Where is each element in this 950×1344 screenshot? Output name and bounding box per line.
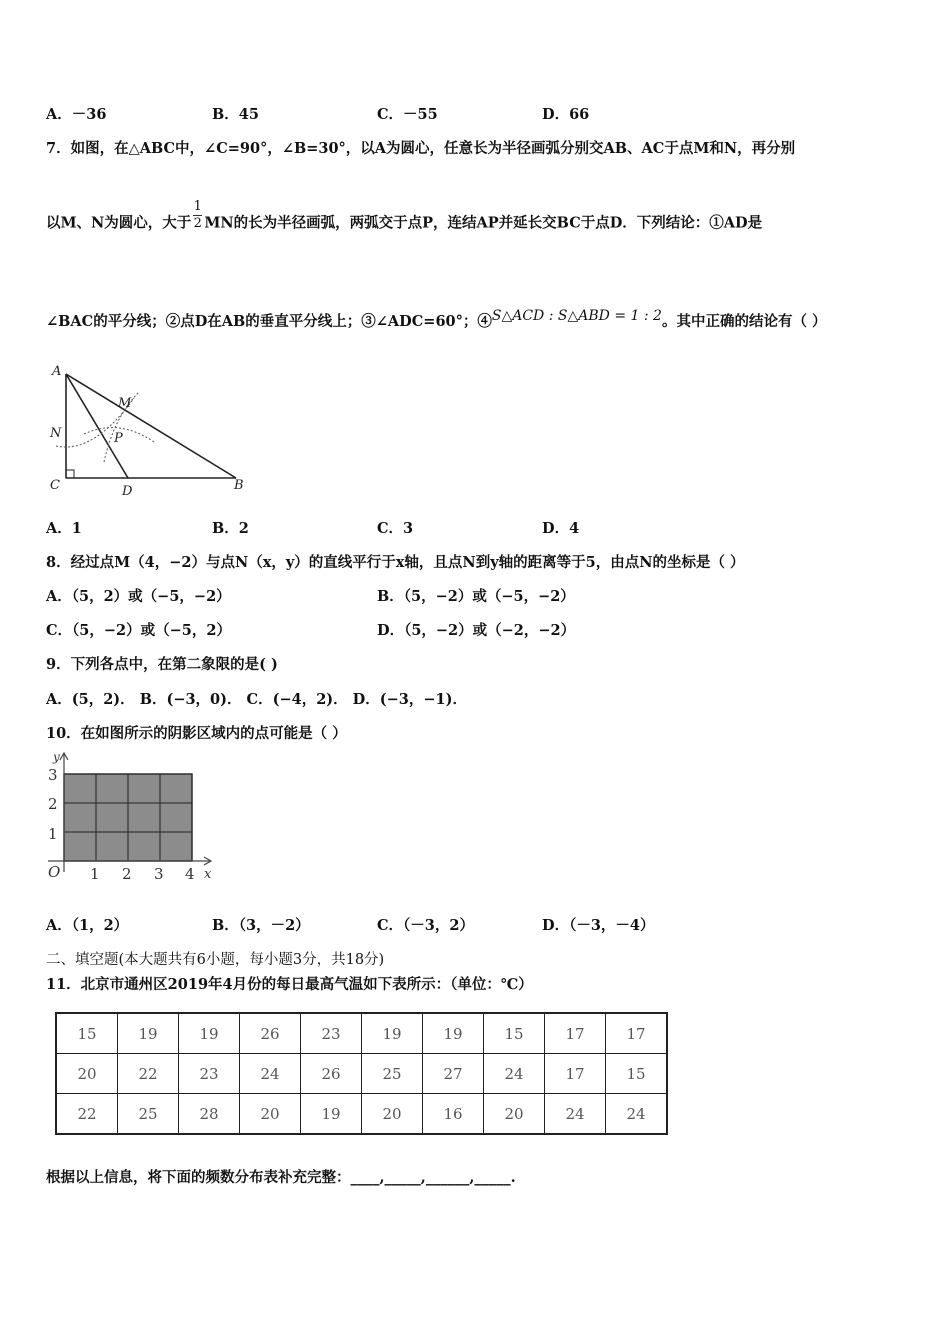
table-cell: 20 (362, 1094, 423, 1135)
table-cell: 24 (545, 1094, 606, 1135)
q7-line2 (46, 200, 762, 233)
table-cell: 17 (545, 1054, 606, 1094)
q7-option-c: C．3 (377, 520, 414, 537)
q10-option-d: D．（－3，－4） (542, 917, 655, 934)
table-cell: 28 (179, 1094, 240, 1135)
table-cell: 17 (545, 1013, 606, 1054)
q10-option-b: B．（3，－2） (212, 917, 310, 934)
q7-option-d: D．4 (542, 520, 580, 537)
q8-option-d: D．（5，−2）或（−2，−2） (377, 622, 576, 639)
table-cell: 22 (56, 1094, 118, 1135)
q7-line3-end: 。其中正确的结论有（ ） (661, 313, 827, 330)
fraction-denominator: 2 (193, 216, 202, 231)
q8-option-a: A．（5，2）或（−5，−2） (46, 588, 231, 605)
table-cell: 19 (118, 1013, 179, 1054)
q10-option-c: C．（－3，2） (377, 917, 474, 934)
q6-option-a: A．－36 (46, 106, 107, 123)
triangle-figure (44, 362, 254, 502)
q10-stem: 10．在如图所示的阴影区域内的点可能是（ ） (46, 725, 347, 742)
q6-option-c: C．－55 (377, 106, 438, 123)
table-cell: 26 (301, 1054, 362, 1094)
q6-option-b: B．45 (212, 106, 259, 123)
y-axis-label: y (53, 750, 60, 764)
y-tick-3: 3 (48, 766, 58, 784)
x-tick-2: 2 (122, 865, 132, 883)
label-d: D (122, 484, 133, 499)
label-m: M (118, 396, 132, 411)
table-cell: 22 (118, 1054, 179, 1094)
table-cell: 20 (484, 1094, 545, 1135)
section-2-heading: 二、填空题(本大题共有6小题，每小题3分，共18分) (46, 952, 385, 968)
table-cell: 15 (606, 1054, 668, 1094)
table-cell: 25 (362, 1054, 423, 1094)
table-cell: 19 (301, 1094, 362, 1135)
origin-label: O (48, 863, 61, 881)
table-cell: 23 (301, 1013, 362, 1054)
table-cell: 15 (56, 1013, 118, 1054)
table-cell: 24 (240, 1054, 301, 1094)
table-cell: 26 (240, 1013, 301, 1054)
q11-stem: 11．北京市通州区2019年4月份的每日最高气温如下表所示：（单位：℃） (46, 976, 533, 993)
q8-stem: 8．经过点M（4，−2）与点N（x，y）的直线平行于x轴，且点N到y轴的距离等于5，由点N的坐标是（ ） (46, 554, 745, 571)
label-n: N (50, 426, 62, 441)
label-p: P (114, 431, 123, 446)
x-tick-1: 1 (90, 865, 100, 883)
q9-stem: 9．下列各点中，在第二象限的是( ) (46, 656, 278, 673)
table-cell: 24 (484, 1054, 545, 1094)
table-cell: 27 (423, 1054, 484, 1094)
q8-option-c: C．（5，−2）或（−5，2） (46, 622, 231, 639)
q7-option-b: B．2 (212, 520, 249, 537)
table-cell: 19 (179, 1013, 240, 1054)
half-fraction (193, 200, 202, 231)
table-cell: 17 (606, 1013, 668, 1054)
temperature-table (55, 1012, 668, 1135)
table-cell: 20 (56, 1054, 118, 1094)
table-cell: 23 (179, 1054, 240, 1094)
q7-line2-end: MN的长为半径画弧，两弧交于点P，连结AP并延长交BC于点D．下列结论：①AD是 (204, 214, 763, 232)
table-cell: 15 (484, 1013, 545, 1054)
table-cell: 24 (606, 1094, 668, 1135)
right-angle-mark (66, 470, 74, 478)
segment-ad (66, 374, 128, 478)
q10-option-a: A．（1，2） (46, 917, 129, 934)
table-row (56, 1054, 667, 1094)
side-ab (66, 374, 236, 478)
q11-footer: 根据以上信息，将下面的频数分布表补充完整：____,_____,______,_____. (46, 1169, 516, 1186)
x-axis-label: x (204, 867, 212, 882)
q7-line3-start: ∠BAC的平分线；②点D在AB的垂直平分线上；③∠ADC=60°；④ (46, 313, 492, 330)
x-tick-3: 3 (154, 865, 164, 883)
q6-option-d: D．66 (542, 106, 590, 123)
q9-options: A．(5，2)． B．(−3，0)． C．(−4，2)． D．(−3，−1)． (46, 691, 467, 708)
table-cell: 19 (423, 1013, 484, 1054)
q7-line1: 7．如图，在△ABC中，∠C=90°，∠B=30°，以A为圆心，任意长为半径画弧分别交AB、AC于点M和N，再分别 (46, 140, 796, 157)
q7-line2-start: 以M、N为圆心，大于 (46, 214, 192, 232)
table-cell: 16 (423, 1094, 484, 1135)
table-cell: 19 (362, 1013, 423, 1054)
label-b: B (234, 478, 244, 493)
grid-figure (44, 748, 220, 886)
table-row (56, 1094, 667, 1135)
table-cell: 25 (118, 1094, 179, 1135)
table-row (56, 1013, 667, 1054)
label-c: C (50, 478, 60, 493)
y-tick-1: 1 (48, 825, 58, 843)
label-a: A (52, 364, 62, 379)
area-ratio-formula: S△ACD : S△ABD = 1 : 2 (491, 308, 662, 324)
y-tick-2: 2 (48, 795, 58, 813)
q8-option-b: B．（5，−2）或（−5，−2） (377, 588, 575, 605)
table-cell: 20 (240, 1094, 301, 1135)
q7-option-a: A．1 (46, 520, 82, 537)
x-tick-4: 4 (185, 865, 195, 883)
q7-line3 (46, 308, 827, 331)
fraction-numerator: 1 (193, 199, 202, 214)
